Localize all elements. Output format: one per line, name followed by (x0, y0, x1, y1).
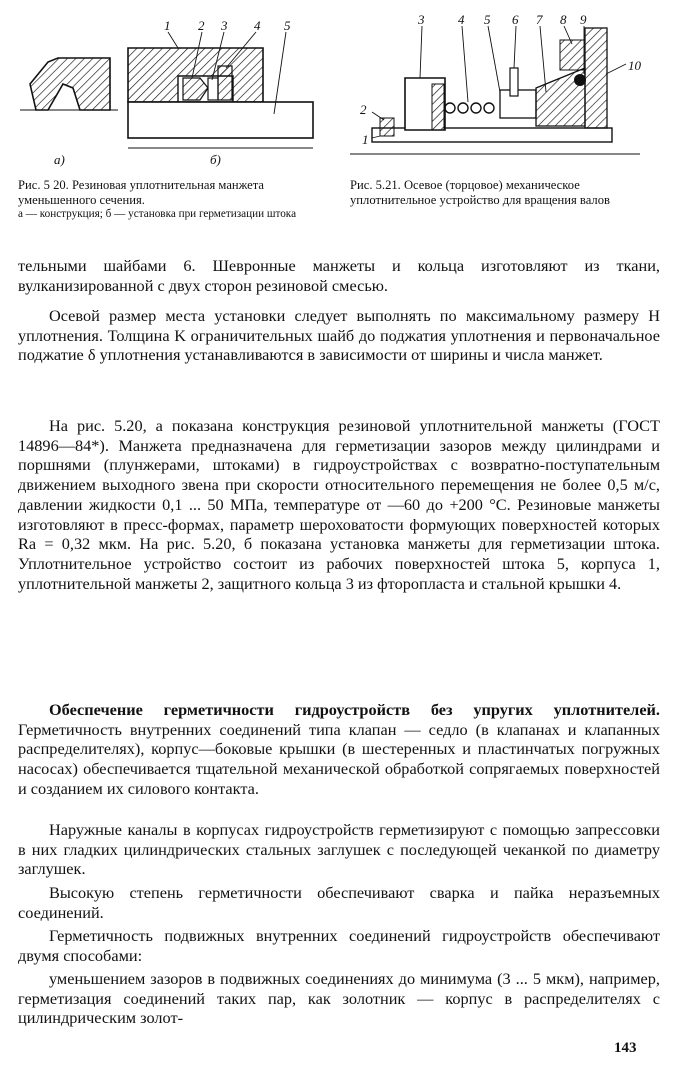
paragraph-2: На рис. 5.20, а показана конструкция резиновой уплотнительной манжеты (ГОСТ 14896—84*). Манжета предназначена для герметизации зазоров между цилиндрами и поршнями (плунжерами, штоками) в гидроустройствах с возвратно-поступательным движением выходного звена при скорости относительного перемещения не более 0,5 м/с, давлении жидкости 0,1 ... 50 МПа, температуре от —60 до +200 °С. Резиновые манжеты изготовляют в пресс-формах, параметр шероховатости формующих поверхностей которых Ra = 0,32 мкм. На рис. 5.20, б показана установка манжеты для герметизации штока. Уплотнительное устройство состоит из рабочих поверхностей штока 5, корпуса 1, уплотнительной манжеты 2, защитного кольца 3 из фторопласта и стальной крышки 4. (18, 416, 660, 593)
fig521-label-7: 7 (536, 12, 543, 27)
paragraph-3-body: Герметичность внутренних соединений типа клапан — седло (в клапанах и клапанных распределителях), корпус—боковые крышки (в шестеренных и пластинчатых погружных насосах) обеспечивается тщательной механической обработкой сопрягаемых поверхностей и созданием их силового контакта. (18, 719, 660, 798)
caption-5-20-main: Рис. 5 20. Резиновая уплотнительная манжета уменьшенного сечения. (18, 178, 265, 207)
fig521-label-6: 6 (512, 12, 519, 27)
paragraph-5: Высокую степень герметичности обеспечивают сварка и пайка неразъемных соединений. (18, 883, 660, 922)
fig520-label-5: 5 (284, 18, 291, 33)
fig521-label-9: 9 (580, 12, 587, 27)
paragraph-6: Герметичность подвижных внутренних соединений гидроустройств обеспечивают двумя способами: (18, 926, 660, 965)
fig521-label-1: 1 (362, 132, 369, 147)
fig521-label-8: 8 (560, 12, 567, 27)
fig520-sub-b: б) (210, 152, 221, 167)
mechanical-seal-drawing (350, 26, 640, 154)
fig521-label-10: 10 (628, 58, 641, 73)
caption-5-20-note: а — конструкция; б — установка при герметизации штока (18, 208, 297, 220)
fig520-label-4: 4 (254, 18, 261, 33)
paragraph-1: Осевой размер места установки следует выполнять по максимальному размеру H уплотнения. Толщина K ограничительных шайб до поджатия уплотнения и первоначальное поджатие δ уплотнения устанавливаются в зависимости от ширины и числа манжет. (18, 306, 660, 365)
caption-5-21-main: Рис. 5.21. Осевое (торцовое) механическое уплотнительное устройство для вращения валов (350, 178, 610, 207)
figure-5-20 (18, 14, 318, 174)
fig520-label-2: 2 (198, 18, 205, 33)
paragraph-3 (18, 700, 660, 799)
cuff-section-a (20, 58, 118, 110)
fig520-label-1: 1 (164, 18, 171, 33)
caption-fig-5-20 (18, 178, 336, 221)
paragraph-7: уменьшением зазоров в подвижных соединениях до минимума (3 ... 5 мкм), например, герметизация соединений таких пар, как золотник — корпус в распределителях с цилиндрическим золот- (18, 969, 660, 1028)
paragraph-0: тельными шайбами 6. Шевронные манжеты и кольца изготовляют из ткани, вулканизированной с двух сторон резиновой смесью. (18, 256, 660, 295)
fig521-label-5: 5 (484, 12, 491, 27)
fig521-label-2: 2 (360, 102, 367, 117)
paragraph-4: Наружные каналы в корпусах гидроустройств герметизируют с помощью запрессовки в них гладких цилиндрических стальных заглушек с последующей чеканкой по диаметру заглушек. (18, 820, 660, 879)
figure-5-21 (350, 8, 660, 178)
fig520-label-3: 3 (221, 18, 228, 33)
fig521-label-3: 3 (418, 12, 425, 27)
caption-fig-5-21 (350, 178, 660, 208)
fig521-label-4: 4 (458, 12, 465, 27)
page-number: 143 (614, 1040, 637, 1056)
installation-b (128, 32, 313, 148)
fig520-sub-a: а) (54, 152, 65, 167)
section-heading: Обеспечение герметичности гидроустройств без упругих уплотнителей. (49, 700, 660, 719)
